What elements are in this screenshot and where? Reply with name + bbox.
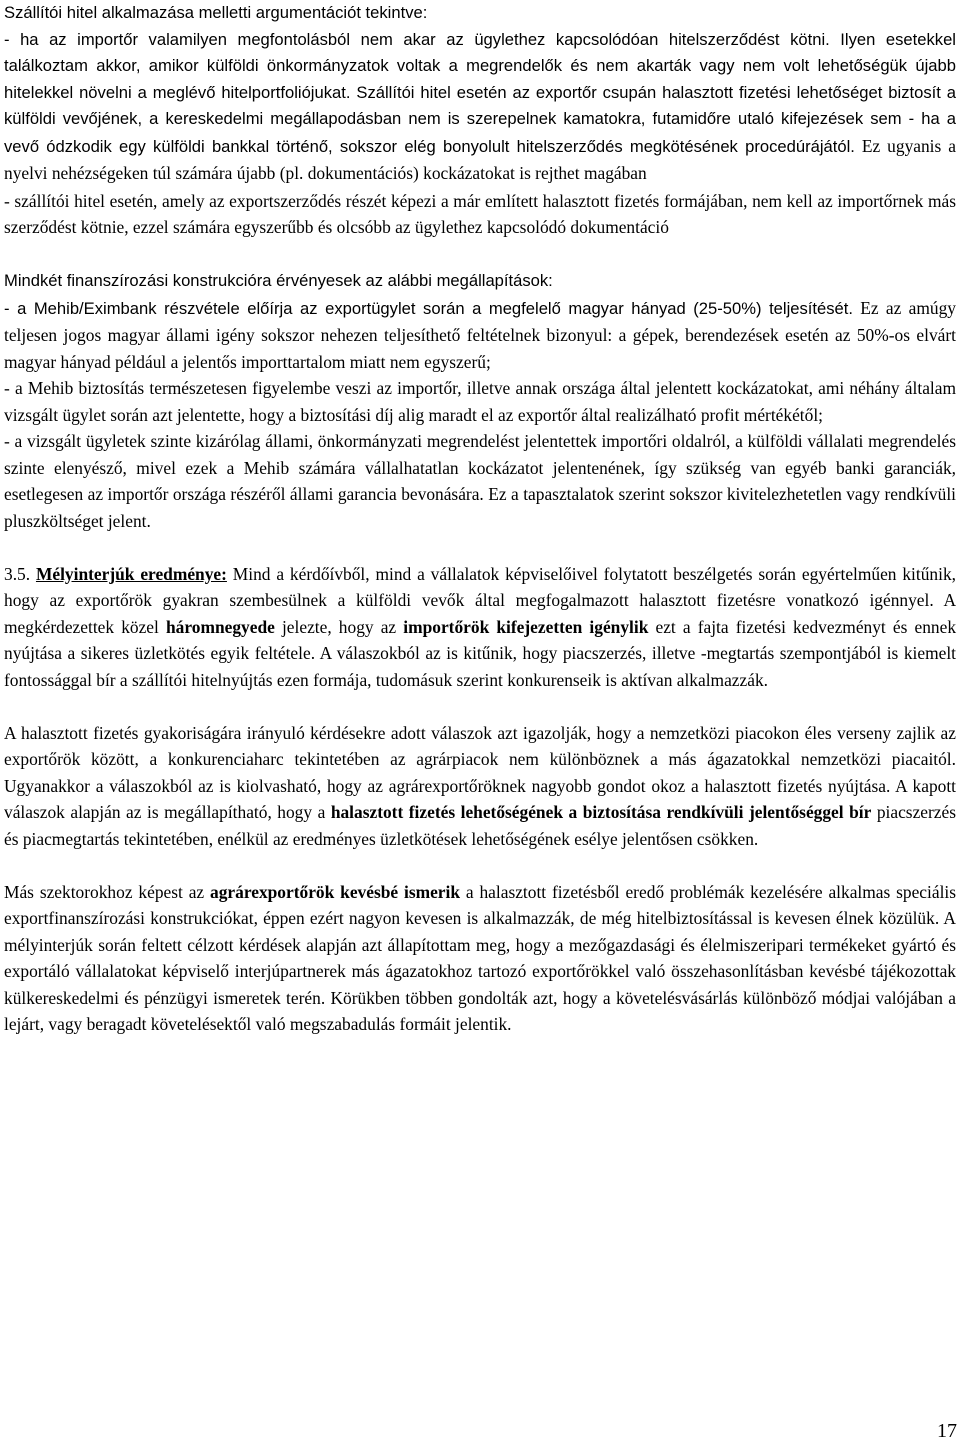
text-run: Mind a kérdőívből, mind a vállalatok képviselőivel folytatott beszélgetés során egyértelműen kitűnik, hogy az exportőrök gyakran szembesülnek a külföldi vevők által megfogalmazott halasztott fizetésre vonatkozó igénnyel. A megkérdezettek közel	[4, 563, 956, 637]
paragraph-common-findings-intro	[4, 267, 956, 295]
argument-item-text: - szállítói hitel esetén, amely az exportszerződés részét képezi a már említett halasztott fizetés formájában, nem kell az importőrnek más szerződést kötnie, ezzel számára egyszerűbb és olcsóbb az ügylethez kapcsolódó dokumentáció	[4, 190, 956, 237]
text-run: piacszerzés és piacmegtartás tekintetében, enélkül az eredményes üzletkötések lehetőségének esélye jelentősen csökken.	[4, 802, 957, 849]
finding-item-text: - a vizsgált ügyletek szinte kizárólag állami, önkormányzati megrendelést jelentettek importőri oldalról, a külföldi vállalati megrendelés szinte elenyésző, mivel ezek a Mehib számára vállalhatatlan kockázatot jelentenének, így szükség van egyéb banki garanciák, esetlegesen az importőr országa részéről állami garancia bevonására. Ez a tapasztalatok szerint sokszor kivitelezhetetlen vagy rendkívüli pluszköltséget jelent.	[4, 431, 956, 531]
finding-item-text: - a Mehib/Eximbank részvétele előírja az exportügylet során a megfelelő magyar hányad (25-50%) teljesítését.	[4, 298, 853, 318]
paragraph-gap	[4, 241, 956, 268]
text-run: ezt a fajta fizetési kedvezményt és ennek nyújtása a sikeres üzletkötés egyik feltétele. A válaszokból az is kitűnik, hogy piacszerzés, illetve -megtartás szempontjából is kiemelt fontossággal bír a szállítói hitelnyújtás ezen formája, tudomásuk szerint konkurenseik is aktívan alkalmazzák.	[4, 616, 957, 690]
paragraph-gap	[4, 693, 956, 720]
emphasis-text: agrárexportőrök kevésbé ismerik	[210, 881, 461, 902]
emphasis-text: importőrök kifejezetten igénylik	[403, 616, 649, 637]
text-run: A halasztott fizetés gyakoriságára irányuló kérdésekre adott válaszok azt igazolják, hogy a nemzetközi piacokon éles verseny zajlik az exportőrök között, a konkurenciaharc tekintetében az agrárpiacok nem különböznek a más ágazatokkal nemzetközi piacaitól. Ugyanakkor a válaszokból az is kiolvasható, hogy az agrárexportőröknek nagyobb gondot okoz a halasztott fizetés nyújtása. A kapott válaszok alapján az is megállapítható, hogy a	[4, 722, 956, 822]
argument-item: - ha az importőr valamilyen megfontolásból nem akar az ügylethez kapcsolódóan hitelszerződést kötni. Ilyen esetekkel találkoztam akkor, amikor külföldi önkormányzatok voltak a megrendelők és nem akarták vagy nem volt lehetőségük újabb hitelekkel növelni a meglévő hitelportfoliójukat.	[4, 29, 956, 102]
finding-item	[4, 295, 956, 376]
paragraph-agri-exporters	[4, 879, 956, 1038]
paragraph-interview-results	[4, 561, 956, 694]
section-title: Szállítói hitel alkalmazása melletti argumentációt tekintve:	[4, 3, 428, 22]
finding-item-continuation: Ez az amúgy teljesen jogos magyar állami igény sokszor nehezen teljesíthető feltételnek bizonyul: a gépek, berendezések esetén az 50%-os elvárt magyar hányad például a jelentős importtartalom miatt nem egyszerű;	[4, 297, 956, 372]
argument-item-continuation: Ez ugyanis a nyelvi nehézségeken túl számára újabb (pl. dokumentációs) kockázatokat is rejthet magában	[4, 135, 956, 183]
emphasis-text: halasztott fizetés lehetőségének a biztosítása rendkívüli jelentőséggel bír	[330, 802, 872, 822]
finding-item	[4, 428, 956, 534]
text-run: jelezte, hogy az	[274, 616, 404, 637]
finding-item-text: - a Mehib biztosítás természetesen figyelembe veszi az importőr, illetve annak országa által jelentett kockázatokat, ami néhány általam vizsgált ügylet során azt jelentette, hogy a biztosítási díj alig maradt el az exportőr által realizálható profit mértékétől;	[4, 378, 956, 425]
paragraph-gap	[4, 852, 956, 879]
paragraph-supplier-credit-arguments	[4, 0, 956, 188]
page-number: 17	[937, 1420, 957, 1442]
argument-item	[4, 188, 956, 241]
paragraph-gap	[4, 534, 956, 561]
finding-item	[4, 375, 956, 428]
findings-intro: Mindkét finanszírozási konstrukcióra érvényesek az alábbi megállapítások:	[4, 271, 553, 290]
text-run: a halasztott fizetésből eredő problémák kezelésére alkalmas speciális exportfinanszírozási konstrukciókat, éppen ezért nagyon kevesen is alkalmazzák, de még hitelbiztosítással is kevesen élnek közülük. A mélyinterjúk során feltett célzott kérdések alapján azt állapítottam meg, hogy a mezőgazdasági és élelmiszeripari termékeket gyártó és exportáló vállalatokat képviselő interjúpartnerek más ágazatokhoz tartozó exportőrökkel való összehasonlításban kevésbé tájékozottak külkereskedelmi és pénzügyi ismeretek terén. Körükben többen gondolták azt, hogy a követelésvásárlás különböző módjai valójában a lejárt, vagy beragadt követelésektől való megszabadulás formáit jelentik.	[4, 881, 957, 1034]
section-number: 3.5.	[4, 563, 36, 584]
argument-item: Szállítói hitel esetén az exportőr csupán halasztott fizetési lehetőséget biztosít a külföldi vevőjének, a kereskedelmi megállapodásban nem is szerepelnek kamatokra, futamidőre utaló kifejezések sem - ha a vevő ódzkodik egy külföldi bankkal történő, sokszor elég bonyolult hitelszerződés megkötésének procedúrájától.	[4, 82, 956, 156]
emphasis-text: háromnegyede	[165, 616, 275, 637]
section-heading: Mélyinterjúk eredménye:	[35, 563, 227, 584]
document-page	[4, 0, 956, 1038]
paragraph-deferred-payment	[4, 720, 956, 853]
text-run: Más szektorokhoz képest az	[4, 881, 211, 902]
